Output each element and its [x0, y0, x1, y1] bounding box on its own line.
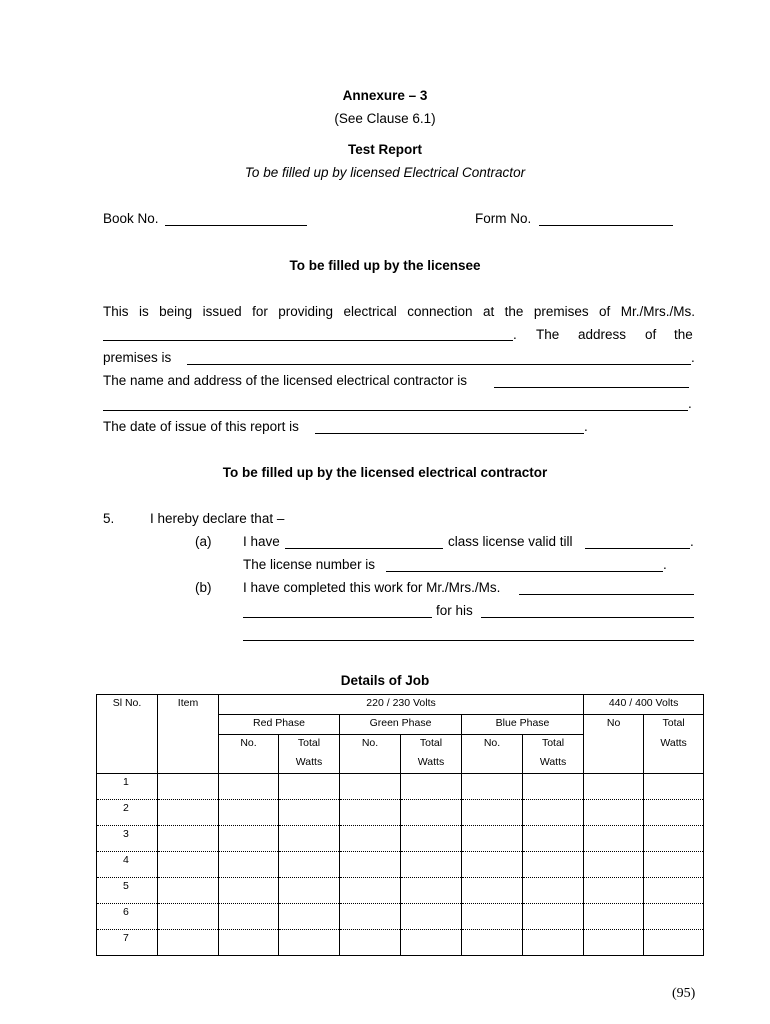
license-valid-end: . [690, 534, 694, 549]
form-no-field[interactable] [539, 225, 673, 226]
clause-a-text: I have [243, 534, 280, 549]
license-valid-label: class license valid till [448, 534, 573, 549]
license-number-field[interactable] [386, 571, 663, 572]
owner-name-end: . [513, 327, 517, 342]
table-row [97, 826, 704, 852]
license-number-end: . [663, 557, 667, 572]
clause-reference: (See Clause 6.1) [334, 111, 436, 126]
contractor-name-field[interactable] [494, 387, 689, 388]
watts-440-header: Watts [644, 735, 704, 755]
address-word-1: The [536, 327, 560, 342]
clause-b-text: I have completed this work for Mr./Mrs./Ms. [243, 580, 501, 595]
red-no-header: No. [219, 735, 279, 755]
license-number-label: The license number is [243, 557, 376, 572]
row-number: 5 [97, 878, 158, 904]
book-no-field[interactable] [165, 225, 307, 226]
green-total-header: Total [401, 735, 462, 755]
table-row [97, 930, 704, 956]
table-row [97, 878, 704, 904]
premises-address-field[interactable] [187, 364, 691, 365]
work-description-field[interactable] [481, 617, 694, 618]
row-number: 6 [97, 904, 158, 930]
report-title: Test Report [347, 142, 422, 157]
book-no-label: Book No. [103, 211, 159, 226]
row-number: 4 [97, 852, 158, 878]
license-class-field[interactable] [285, 548, 443, 549]
blue-no-header: No. [462, 735, 523, 755]
form-no-label: Form No. [475, 211, 532, 226]
row-number: 3 [97, 826, 158, 852]
blue-phase-header: Blue Phase [462, 715, 584, 735]
blue-watts-header: Watts [523, 754, 584, 774]
blue-total-header: Total [523, 735, 584, 755]
voltage-440-header: 440 / 400 Volts [584, 695, 704, 715]
row-number: 7 [97, 930, 158, 956]
for-his-label: for his [436, 603, 473, 618]
green-no-header: No. [340, 735, 401, 755]
premises-end: . [691, 350, 695, 365]
declaration-number: 5. [103, 511, 115, 526]
total-440-header: Total [644, 715, 704, 735]
table-row [97, 774, 704, 800]
owner-name-field[interactable] [103, 340, 513, 341]
row-number: 1 [97, 774, 158, 800]
address-word-4: the [674, 327, 693, 342]
license-valid-date-field[interactable] [585, 548, 690, 549]
clause-a-label: (a) [195, 534, 212, 549]
clause-b-label: (b) [195, 580, 212, 595]
green-watts-header: Watts [401, 754, 462, 774]
job-details-title: Details of Job [340, 673, 430, 688]
contractor-address-field[interactable] [103, 410, 688, 411]
no-440-header: No [584, 715, 644, 735]
green-phase-header: Green Phase [340, 715, 462, 735]
work-owner-field[interactable] [519, 594, 694, 595]
table-row [97, 904, 704, 930]
report-subtitle: To be filled up by licensed Electrical Contractor [244, 165, 526, 180]
address-word-3: of [645, 327, 657, 342]
issue-date-end: . [584, 419, 588, 434]
address-word-2: address [578, 327, 627, 342]
red-total-header: Total [279, 735, 340, 755]
item-header: Item [158, 695, 219, 715]
work-description-field-2[interactable] [243, 640, 694, 641]
contractor-end: . [688, 396, 692, 411]
page-number: (95) [672, 986, 696, 1001]
premises-label: premises is [103, 350, 172, 365]
job-details-table [96, 694, 704, 956]
red-watts-header: Watts [279, 754, 340, 774]
licensee-intro-text: This is being issued for providing electrical connection at the premises of Mr./Mrs./Ms. [103, 304, 695, 319]
sl-no-header: Sl No. [97, 695, 158, 715]
red-phase-header: Red Phase [219, 715, 340, 735]
table-row [97, 800, 704, 826]
row-number: 2 [97, 800, 158, 826]
licensee-section-heading: To be filled up by the licensee [289, 258, 481, 273]
declaration-text: I hereby declare that – [150, 511, 285, 526]
issue-date-field[interactable] [315, 433, 584, 434]
contractor-section-heading: To be filled up by the licensed electrical contractor [222, 465, 548, 480]
contractor-name-label: The name and address of the licensed electrical contractor is [103, 373, 467, 388]
table-row [97, 852, 704, 878]
work-owner-field-2[interactable] [243, 617, 432, 618]
annexure-title: Annexure – 3 [342, 88, 428, 103]
issue-date-label: The date of issue of this report is [103, 419, 299, 434]
voltage-220-header: 220 / 230 Volts [219, 695, 584, 715]
